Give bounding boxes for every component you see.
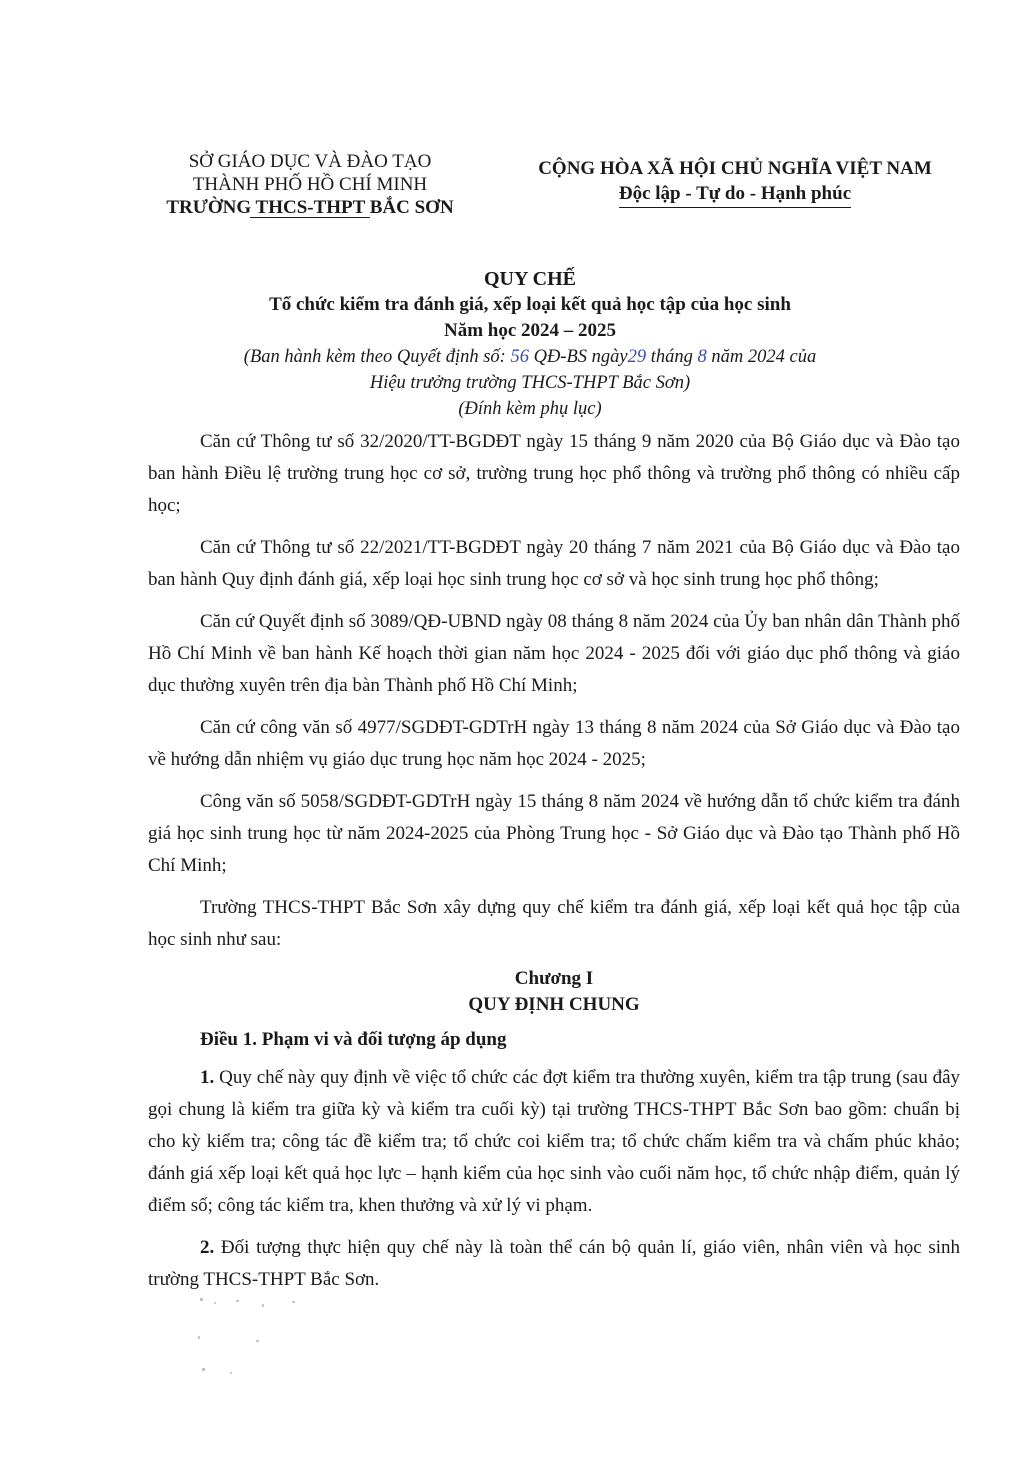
authority-line-2: THÀNH PHỐ HỒ CHÍ MINH	[192, 174, 428, 195]
item-1-text: Quy chế này quy định về việc tổ chức các đợt kiểm tra thường xuyên, kiểm tra tập trung (sau đây gọi chung là kiểm tra giữa kỳ và kiểm tra cuối kỳ) tại trường THCS-THPT Bắc Sơn bao gồm: chuẩn bị cho kỳ kiểm tra; công tác đề kiểm tra; tổ chức coi kiểm tra; tổ chức chấm kiểm tra và chấm phúc khảo; đánh giá xếp loại kết quả học lực – hạnh kiểm của học sinh vào cuối năm học, tổ chức nhập điểm, quản lý điểm số; công tác kiểm tra, khen thưởng và xử lý vi phạm.	[148, 1067, 960, 1216]
document-title: QUY CHẾ	[483, 268, 577, 290]
country-name: CỘNG HÒA XÃ HỘI CHỦ NGHĨA VIỆT NAM	[538, 158, 932, 179]
handwritten-decision-number: 56	[510, 347, 529, 367]
preamble-paragraph-1: Căn cứ Thông tư số 32/2020/TT-BGDĐT ngày 15 tháng 9 năm 2020 của Bộ Giáo dục và Đào tạo ban hành Điều lệ trường trung học cơ sở, trường trung học phổ thông và trường phổ thông có nhiều cấp học;	[148, 431, 960, 516]
document-title-block	[120, 266, 940, 422]
preamble-paragraph-3: Căn cứ Quyết định số 3089/QĐ-UBND ngày 08 tháng 8 năm 2024 của Ủy ban nhân dân Thành phố Hồ Chí Minh về ban hành Kế hoạch thời gian năm học 2024 - 2025 đối với giáo dục phổ thông và giáo dục thường xuyên trên địa bàn Thành phố Hồ Chí Minh;	[148, 611, 960, 696]
attachment-note: (Đính kèm phụ lục)	[458, 399, 602, 419]
authority-line-1: SỞ GIÁO DỤC VÀ ĐÀO TẠO	[188, 151, 432, 172]
issuance-note-part-c: tháng	[650, 347, 693, 367]
preamble-paragraph-4: Căn cứ công văn số 4977/SGDĐT-GDTrH ngày 13 tháng 8 năm 2024 của Sở Giáo dục và Đào tạo về hướng dẫn nhiệm vụ giáo dục trung học năm học 2024 - 2025;	[148, 717, 960, 770]
chapter-number: Chương I	[514, 968, 594, 989]
preamble-paragraph-6: Trường THCS-THPT Bắc Sơn xây dựng quy chế kiểm tra đánh giá, xếp loại kết quả học tập của học sinh như sau:	[148, 897, 960, 950]
scan-noise	[196, 1296, 396, 1386]
handwritten-day: 29	[627, 347, 647, 367]
item-2-text: Đối tượng thực hiện quy chế này là toàn thể cán bộ quản lí, giáo viên, nhân viên và học sinh trường THCS-THPT Bắc Sơn.	[148, 1237, 961, 1290]
document-body	[148, 426, 960, 1306]
issuance-note-part-a: (Ban hành kèm theo Quyết định số:	[243, 347, 506, 367]
national-header	[510, 156, 960, 208]
document-subtitle: Tổ chức kiểm tra đánh giá, xếp loại kết quả học tập của học sinh	[269, 294, 791, 315]
issuing-authority	[140, 150, 480, 220]
article-1-item-2	[148, 1232, 960, 1296]
school-name: TRƯỜNG THCS-THPT BẮC SƠN	[166, 197, 454, 218]
handwritten-month: 8	[697, 347, 707, 367]
issuance-note-part-d: năm 2024 của	[711, 347, 817, 367]
chapter-title: QUY ĐỊNH CHUNG	[468, 994, 640, 1015]
chapter-heading	[148, 966, 960, 1018]
item-2-number: 2.	[200, 1237, 215, 1258]
school-underline	[250, 217, 370, 218]
preamble-paragraph-5: Công văn số 5058/SGDĐT-GDTrH ngày 15 tháng 8 năm 2024 về hướng dẫn tổ chức kiểm tra đánh giá học sinh trung học từ năm 2024-2025 của Phòng Trung học - Sở Giáo dục và Đào tạo Thành phố Hồ Chí Minh;	[148, 791, 960, 876]
article-1-heading: Điều 1. Phạm vi và đối tượng áp dụng	[200, 1029, 507, 1050]
national-motto: Độc lập - Tự do - Hạnh phúc	[619, 181, 851, 208]
issuance-note-line-2: Hiệu trưởng trường THCS-THPT Bắc Sơn)	[369, 373, 691, 393]
article-1-item-1	[148, 1062, 960, 1222]
school-year: Năm học 2024 – 2025	[443, 320, 617, 341]
preamble-paragraph-2: Căn cứ Thông tư số 22/2021/TT-BGDĐT ngày 20 tháng 7 năm 2021 của Bộ Giáo dục và Đào tạo ban hành Quy định đánh giá, xếp loại học sinh trung học cơ sở và học sinh trung học phổ thông;	[148, 537, 960, 590]
item-1-number: 1.	[200, 1067, 215, 1088]
issuance-note-part-b: QĐ-BS ngày	[533, 347, 628, 367]
issuance-note	[120, 344, 940, 370]
